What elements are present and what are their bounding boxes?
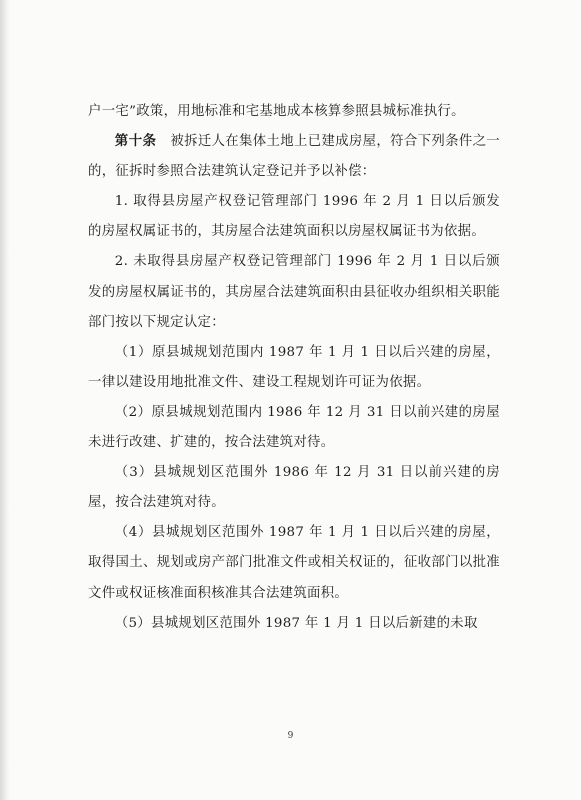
paragraph-text: （2）原县城规划范围内 1986 年 12 月 31 日以前兴建的房屋未进行改建、扩建的，按合法建筑对待。 xyxy=(88,404,500,451)
scan-edge-shadow xyxy=(0,0,10,800)
paragraph-text: （3）县城规划区范围外 1986 年 12 月 31 日以前兴建的房屋，按合法建筑对待。 xyxy=(88,465,500,511)
sub-clause-2-paragraph xyxy=(88,398,500,458)
paragraph-text: 1. 取得县房屋产权登记管理部门 1996 年 2 月 1 日以后颁发的房屋权属证书的，其房屋合法建筑面积以房屋权属证书为依据。 xyxy=(88,194,500,240)
paragraph-text: （1）原县城规划范围内 1987 年 1 月 1 日以后兴建的房屋，一律以建设用地批准文件、建设工程规划许可证为依据。 xyxy=(88,344,500,390)
sub-clause-3-paragraph xyxy=(88,458,500,518)
sub-clause-5-paragraph xyxy=(88,609,500,639)
paragraph-text: （5）县城规划区范围外 1987 年 1 月 1 日以后新建的未取 xyxy=(114,615,478,631)
page-number: 9 xyxy=(287,731,294,741)
article-heading: 第十条 xyxy=(114,134,157,150)
paragraph-text: 被拆迁人在集体土地上已建成房屋，符合下列条件之一的，征拆时参照合法建筑认定登记并予以补偿： xyxy=(88,134,500,180)
clause-1-paragraph xyxy=(88,187,500,247)
sub-clause-4-paragraph xyxy=(88,518,500,608)
paragraph-text: 2. 未取得县房屋产权登记管理部门 1996 年 2 月 1 日以后颁发的房屋权属证书的，其房屋合法建筑面积由县征收办组织相关职能部门按以下规定认定： xyxy=(88,254,500,330)
paragraph-text: 户一宅”政策，用地标准和宅基地成本核算参照县城标准执行。 xyxy=(88,104,465,119)
paragraph-continuation xyxy=(88,97,500,127)
sub-clause-1-paragraph xyxy=(88,338,500,398)
body-text xyxy=(88,97,500,639)
article-10-paragraph xyxy=(88,127,500,187)
clause-2-paragraph xyxy=(88,247,500,337)
paragraph-text: （4）县城规划区范围外 1987 年 1 月 1 日以后兴建的房屋，取得国土、规划或房产部门批准文件或相关权证的，征收部门以批准文件或权证核准面积核准其合法建筑面积。 xyxy=(88,525,500,601)
